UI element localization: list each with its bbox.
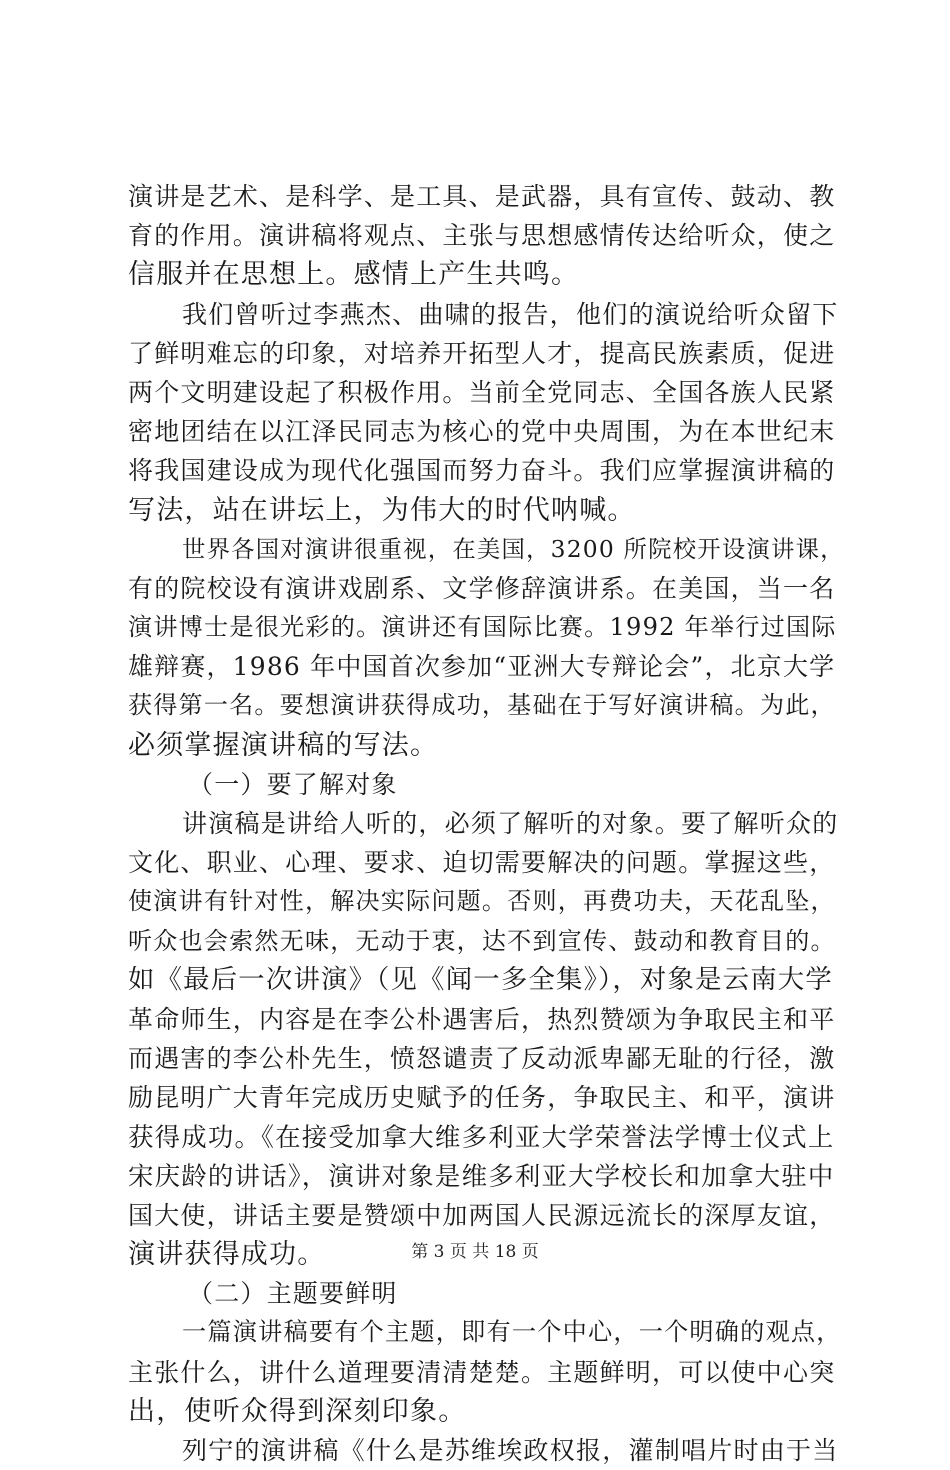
paragraph-first-line: 一篇演讲稿要有个主题，即有一个中心，一个明确的观点，: [182, 1318, 842, 1347]
text-line: 获得成功。《在接受加拿大维多利亚大学荣誉法学博士仪式上: [128, 1121, 835, 1152]
text-line: 获得第一名。要想演讲获得成功，基础在于写好演讲稿。为此，: [128, 691, 836, 720]
text-line: 了鲜明难忘的印象，对培养开拓型人才，提高民族素质，促进: [128, 338, 836, 368]
text-line: 国大使，讲话主要是赞颂中加两国人民源远流长的深厚友谊，: [128, 1200, 836, 1230]
page-number-footer: 第 3 页 共 18 页: [411, 1242, 539, 1262]
text-line: 使演讲有针对性，解决实际问题。否则，再费功夫，天花乱坠，: [128, 887, 836, 916]
text-line: 文化、职业、心理、要求、迫切需要解决的问题。掌握这些，: [128, 848, 836, 878]
text-line: 而遇害的李公朴先生，愤怒谴责了反动派卑鄙无耻的行径，激: [128, 1044, 836, 1074]
text-line: 如《最后一次讲演》（见《闻一多全集》），对象是云南大学: [128, 964, 833, 995]
text-line: 励昆明广大青年完成历史赋予的任务，争取民主、和平，演讲: [128, 1083, 836, 1113]
section-heading: （一）要了解对象: [188, 769, 398, 799]
text-line: 雄辩赛，1986 年中国首次参加“亚洲大专辩论会”，北京大学: [128, 652, 836, 682]
section-heading: （二）主题要鲜明: [188, 1279, 398, 1309]
text-line: 写法，站在讲坛上，为伟大的时代呐喊。: [128, 494, 636, 526]
text-line: 必须掌握演讲稿的写法。: [128, 729, 439, 761]
text-line: 育的作用。演讲稿将观点、主张与思想感情传达给听众，使之: [128, 221, 836, 251]
text-line: 信服并在思想上。感情上产生共鸣。: [128, 259, 580, 291]
document-body: [128, 177, 845, 1470]
text-line: 主张什么，讲什么道理要清清楚楚。主题鲜明，可以使中心突: [128, 1357, 836, 1387]
paragraph-first-line: 列宁的演讲稿《什么是苏维埃政权报，灌制唱片时由于当: [182, 1436, 839, 1465]
text-line: 听众也会索然无味，无动于衷，达不到宣传、鼓动和教育目的。: [128, 926, 836, 955]
text-line: 演讲博士是很光彩的。演讲还有国际比赛。1992 年举行过国际: [128, 613, 837, 642]
paragraph-first-line: 讲演稿是讲给人听的，必须了解听的对象。要了解听众的: [182, 809, 839, 838]
text-line: 革命师生，内容是在李公朴遇害后，热烈赞颂为争取民主和平: [128, 1004, 836, 1034]
text-line: 将我国建设成为现代化强国而努力奋斗。我们应掌握演讲稿的: [128, 456, 836, 486]
paragraph-first-line: 我们曾听过李燕杰、曲啸的报告，他们的演说给听众留下: [182, 299, 839, 329]
text-line: 演讲获得成功。: [128, 1239, 326, 1271]
text-line: 出，使听众得到深刻印象。: [128, 1395, 467, 1427]
paragraph-first-line: 世界各国对演讲很重视，在美国，3200 所院校开设演讲课，: [182, 534, 845, 563]
text-line: 有的院校设有演讲戏剧系、文学修辞演讲系。在美国，当一名: [128, 573, 836, 603]
text-line: 宋庆龄的讲话》，演讲对象是维多利亚大学校长和加拿大驻中: [128, 1160, 835, 1191]
text-line: 演讲是艺术、是科学、是工具、是武器，具有宣传、鼓动、教: [128, 182, 836, 211]
text-line: 密地团结在以江泽民同志为核心的党中央周围，为在本世纪末: [128, 417, 836, 447]
text-line: 两个文明建设起了积极作用。当前全党同志、全国各族人民紧: [128, 377, 836, 407]
